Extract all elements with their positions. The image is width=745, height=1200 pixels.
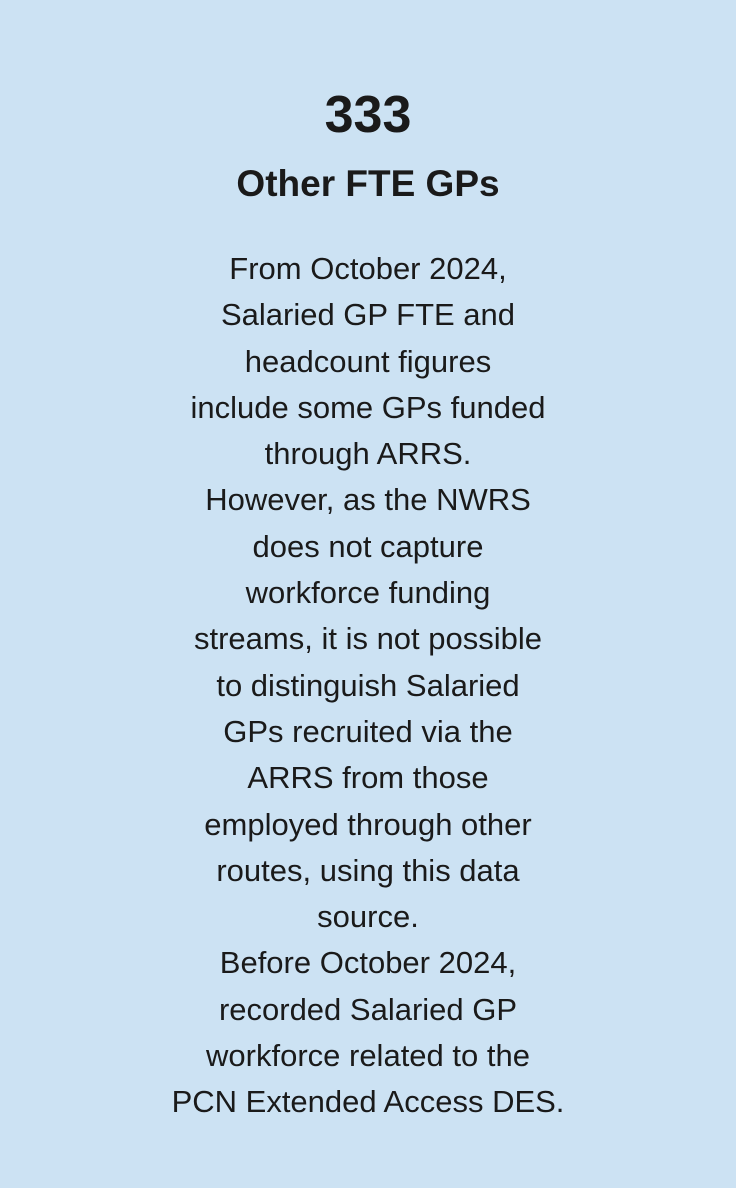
note-line: PCN Extended Access DES.	[171, 1084, 565, 1120]
stat-label: Other FTE GPs	[236, 163, 500, 204]
note-line: recorded Salaried GP	[218, 991, 518, 1027]
note-line: employed through other	[204, 806, 532, 842]
note-line: source.	[317, 899, 419, 935]
note-line: does not capture	[252, 528, 484, 564]
note-line: GPs recruited via the	[223, 713, 513, 749]
note-line: workforce funding	[245, 575, 491, 611]
note-line: headcount figures	[244, 343, 492, 379]
note-line: Before October 2024,	[219, 945, 517, 981]
note-line: However, as the NWRS	[205, 482, 531, 518]
note-line: ARRS from those	[247, 760, 489, 796]
note-line: include some GPs funded	[190, 389, 546, 425]
note-line: streams, it is not possible	[193, 621, 543, 657]
note-line: to distinguish Salaried	[216, 667, 520, 703]
explanatory-note	[118, 246, 618, 1126]
note-line: Salaried GP FTE and	[220, 297, 516, 333]
note-line: routes, using this data	[216, 852, 520, 888]
note-line: workforce related to the	[206, 1038, 530, 1074]
note-line: From October 2024,	[229, 251, 507, 286]
note-line: through ARRS.	[264, 436, 472, 472]
stat-value: 333	[324, 86, 412, 144]
